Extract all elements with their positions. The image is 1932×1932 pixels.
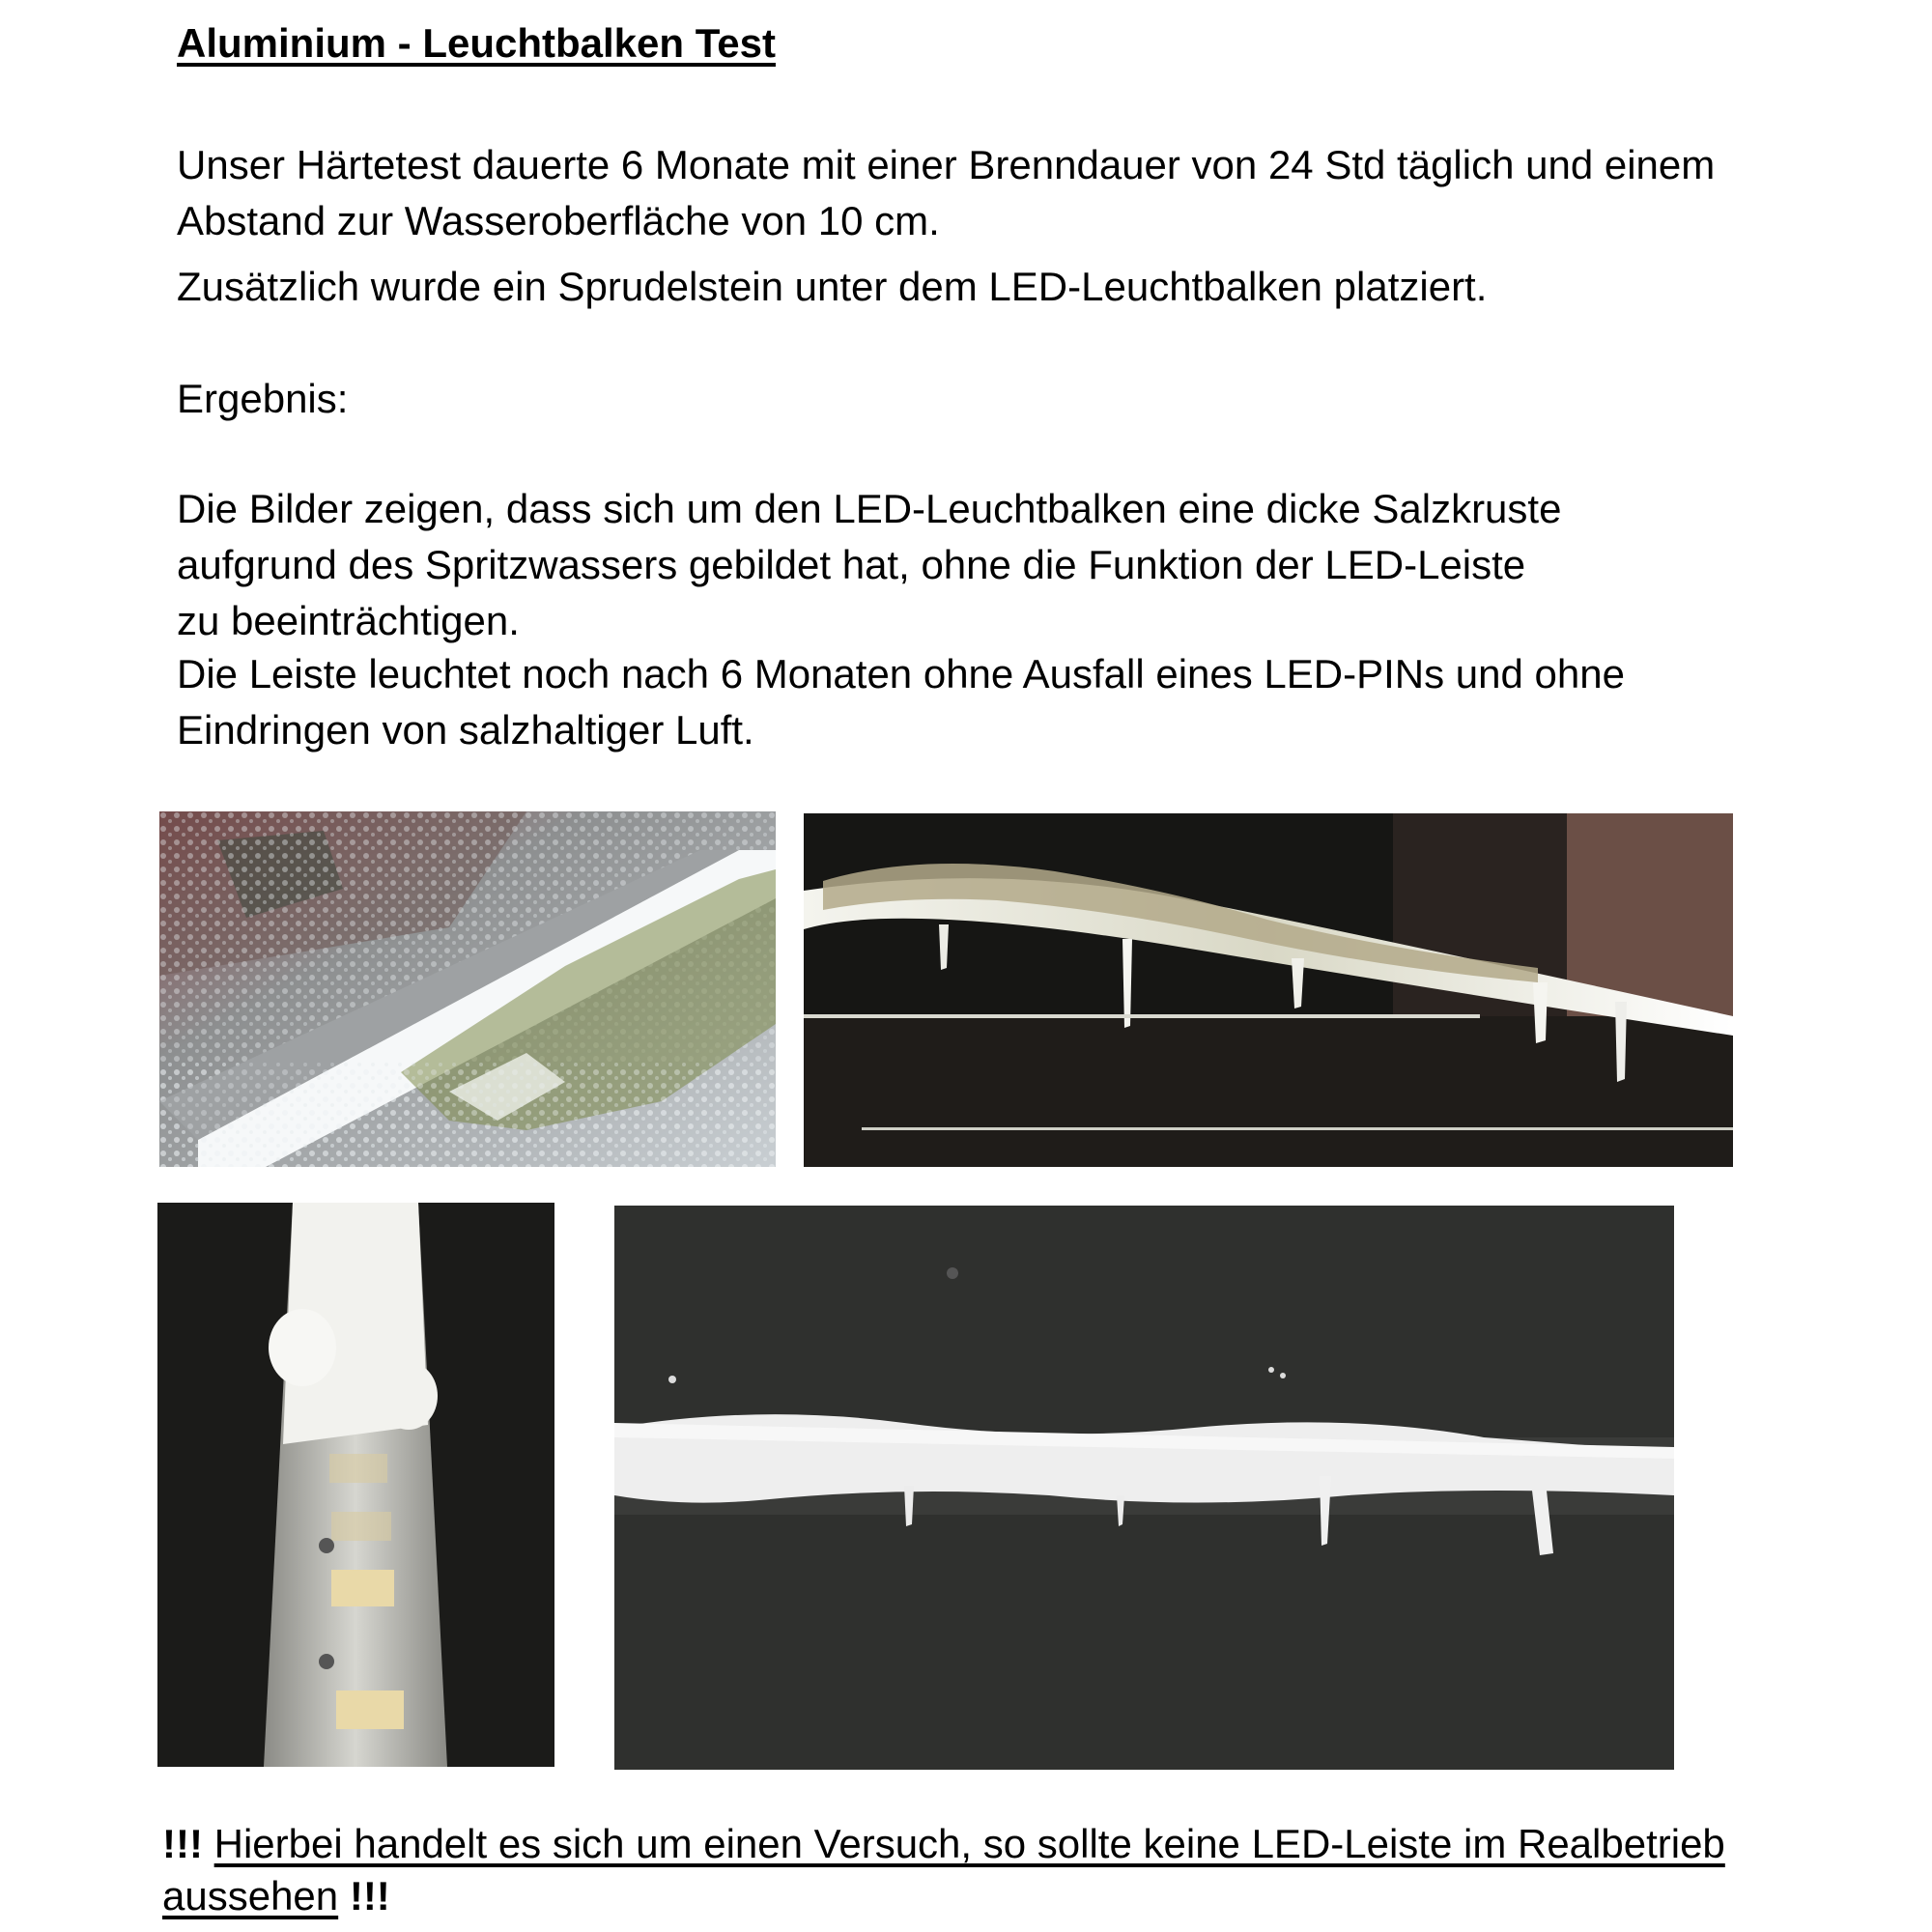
warning-prefix: !!! [162, 1821, 203, 1866]
result-line-1: Die Bilder zeigen, dass sich um den LED-Leuchtbalken eine dicke Salzkruste [177, 486, 1562, 531]
result-line-5: Eindringen von salzhaltiger Luft. [177, 707, 754, 753]
warning-note [162, 1818, 1862, 1922]
intro-paragraph [177, 137, 1715, 249]
result-line-4: Die Leiste leuchtet noch nach 6 Monaten ohne Ausfall eines LED-PINs und ohne [177, 651, 1625, 696]
photo-led-bar-closeup [157, 1203, 554, 1767]
warning-text-1: Hierbei handelt es sich um einen Versuch, so sollte keine LED-Leiste im Realbetrieb [213, 1821, 1725, 1866]
result-line-2: aufgrund des Spritzwassers gebildet hat, ohne die Funktion der LED-Leiste [177, 542, 1526, 587]
result-label: Ergebnis: [177, 376, 349, 421]
photo-led-bar-diagonal [159, 811, 776, 1167]
photo-led-bar-horizontal [614, 1206, 1674, 1770]
warning-suffix: !!! [349, 1873, 390, 1918]
intro-line-3: Zusätzlich wurde ein Sprudelstein unter dem LED-Leuchtbalken platziert. [177, 264, 1488, 309]
intro-line-1: Unser Härtetest dauerte 6 Monate mit einer Brenndauer von 24 Std täglich und einem [177, 142, 1716, 187]
result-paragraph [177, 481, 1561, 649]
result-line-3: zu beeinträchtigen. [177, 598, 520, 643]
warning-text-2: aussehen [162, 1873, 339, 1918]
intro-line-2: Abstand zur Wasseroberfläche von 10 cm. [177, 198, 940, 243]
result-paragraph-2 [177, 646, 1625, 758]
document-title: Aluminium - Leuchtbalken Test [177, 20, 776, 66]
photo-led-bar-stalactites [804, 813, 1733, 1167]
